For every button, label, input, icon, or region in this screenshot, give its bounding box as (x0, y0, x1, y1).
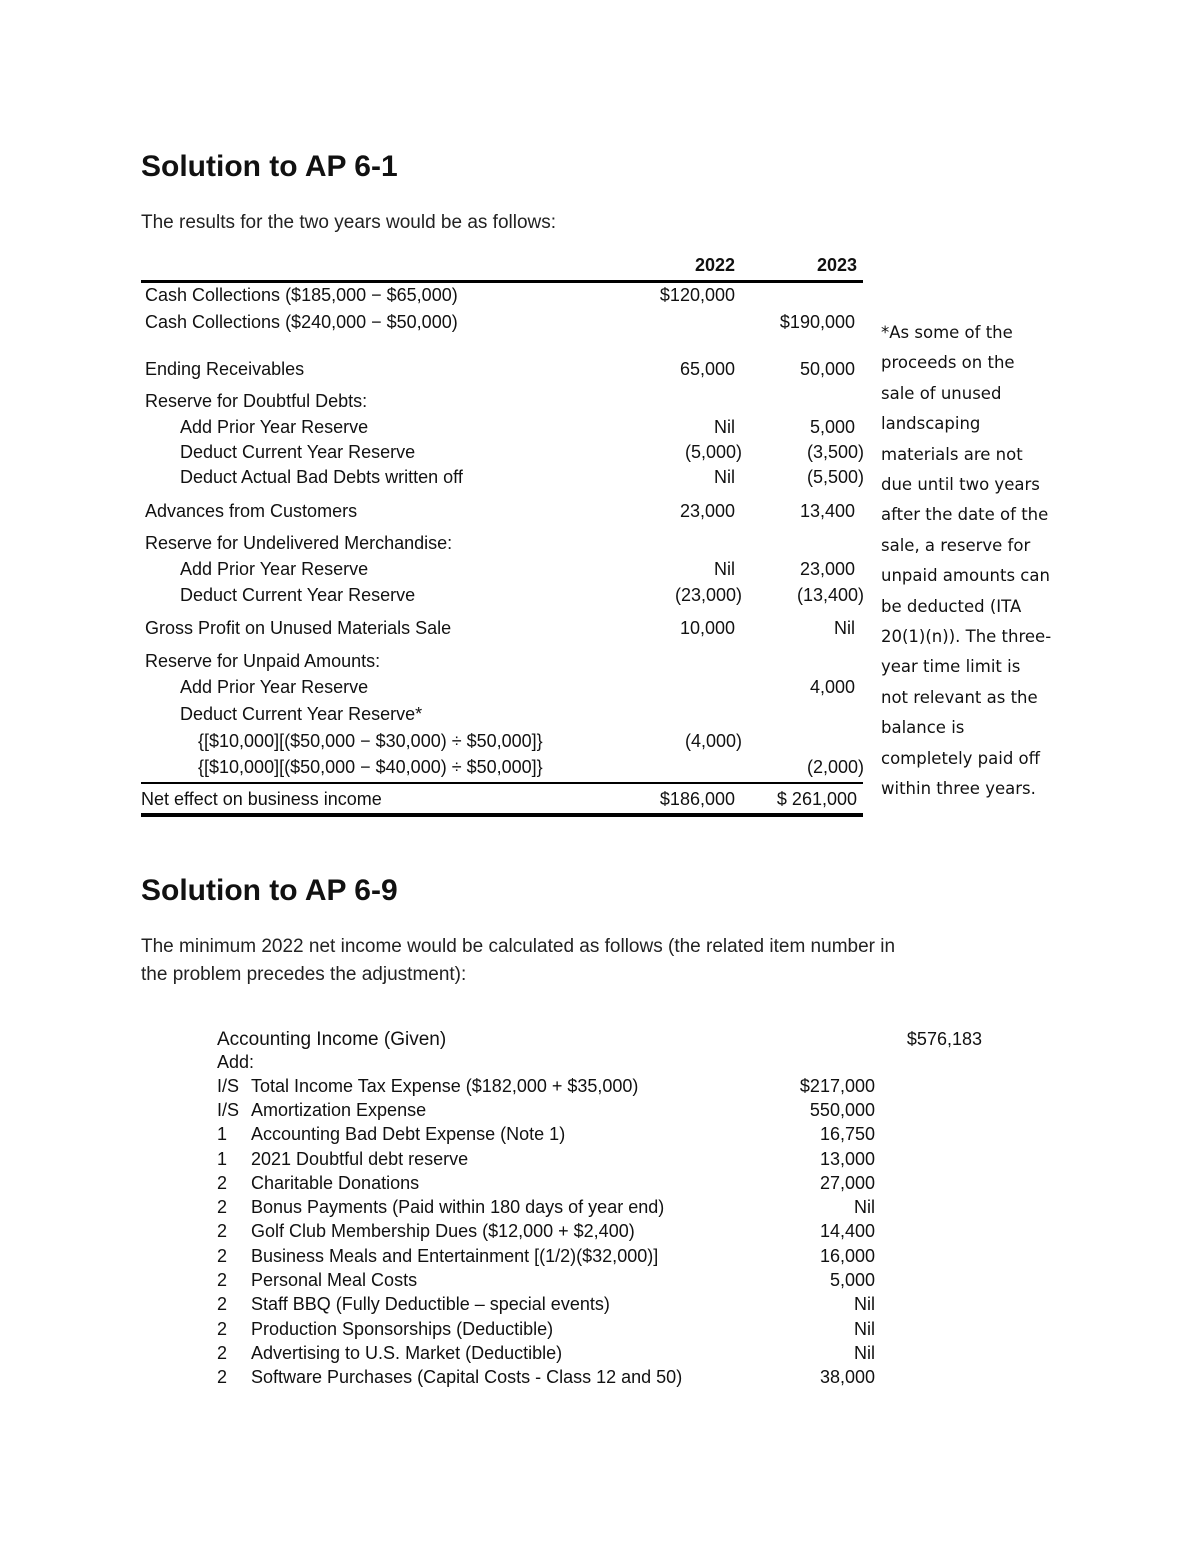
footnote-line: sale, a reserve for (881, 535, 1031, 555)
footnote-line: proceeds on the (881, 353, 1015, 373)
item-value: Nil (854, 1197, 875, 1217)
item-label: Staff BBQ (Fully Deductible – special events) (251, 1294, 610, 1314)
table-cell-2023: 5,000 (809, 417, 855, 437)
item-ref: 2 (217, 1367, 228, 1387)
item-ref: 1 (217, 1149, 228, 1169)
item-value: 13,000 (819, 1149, 875, 1169)
table-row-label: Deduct Current Year Reserve (180, 442, 416, 462)
table-cell-2023: (5,500) (806, 467, 864, 487)
footnote-line: unpaid amounts can (881, 566, 1050, 586)
item-ref: 1 (217, 1124, 228, 1144)
item-value: 16,000 (819, 1246, 875, 1266)
item-label: Production Sponsorships (Deductible) (251, 1319, 554, 1339)
item-label: Advertising to U.S. Market (Deductible) (251, 1343, 563, 1363)
table-row-label: Deduct Current Year Reserve (180, 585, 416, 605)
table-cell-2023: $190,000 (779, 312, 855, 332)
accounting-income-label: Accounting Income (Given) (217, 1029, 447, 1050)
table-row-label: Add Prior Year Reserve (180, 559, 369, 579)
table-cell-2023: (2,000) (806, 757, 864, 777)
item-ref: 2 (217, 1294, 228, 1314)
table-row-label: Reserve for Undelivered Merchandise: (145, 533, 453, 553)
footnote-line: *As some of the (881, 323, 1013, 342)
item-label: Personal Meal Costs (251, 1270, 418, 1290)
table-row-label: Cash Collections ($240,000 − $50,000) (145, 312, 458, 332)
item-ref: 2 (217, 1319, 228, 1339)
item-value: Nil (854, 1319, 875, 1339)
item-label: Software Purchases (Capital Costs - Class 12 and 50) (251, 1367, 683, 1387)
footnote-line: balance is (881, 718, 965, 738)
footnote-line: be deducted (ITA (881, 596, 1022, 616)
table-cell-2023: 4,000 (809, 677, 855, 697)
col-header-2022: 2022 (694, 255, 735, 275)
section1-intro: The results for the two years would be as follows: (141, 212, 557, 233)
item-value: Nil (854, 1343, 875, 1363)
total-2022: $186,000 (659, 789, 735, 809)
item-ref: 2 (217, 1173, 228, 1193)
col-header-2023: 2023 (816, 255, 857, 275)
footnote-line: within three years. (881, 779, 1036, 799)
item-label: Business Meals and Entertainment [(1/2)($32,000)] (251, 1246, 659, 1266)
table-row-label: Deduct Current Year Reserve* (180, 704, 423, 724)
header-rule (141, 280, 863, 283)
item-value: 38,000 (819, 1367, 875, 1387)
table-cell-2022: Nil (714, 467, 735, 487)
table-row-label: Deduct Actual Bad Debts written off (180, 467, 463, 487)
item-ref: 2 (217, 1197, 228, 1217)
reserve-footnote (881, 318, 1071, 805)
total-label: Net effect on business income (141, 789, 382, 809)
table-cell-2022: 10,000 (679, 618, 735, 638)
table-cell-2022: (4,000) (684, 731, 742, 751)
table-cell-2022: 65,000 (679, 359, 735, 379)
table-cell-2022: $120,000 (659, 285, 735, 305)
table-cell-2022: (5,000) (684, 442, 742, 462)
item-value: 16,750 (819, 1124, 875, 1144)
table-cell-2022: 23,000 (679, 501, 735, 521)
footnote-line: landscaping (881, 414, 981, 434)
item-ref: I/S (217, 1100, 240, 1120)
item-ref: 2 (217, 1221, 228, 1241)
table-cell-2023: (3,500) (806, 442, 864, 462)
total-bottom-rule (141, 813, 863, 817)
table-cell-2023: 23,000 (799, 559, 855, 579)
table-row-label: Add Prior Year Reserve (180, 677, 369, 697)
table-row-label: Reserve for Unpaid Amounts: (145, 651, 381, 671)
item-label: Amortization Expense (251, 1100, 427, 1120)
footnote-line: materials are not (881, 444, 1023, 464)
footnote-line: not relevant as the (881, 687, 1038, 707)
item-value: Nil (854, 1294, 875, 1314)
item-ref: I/S (217, 1076, 240, 1096)
table-row-label: Advances from Customers (145, 501, 358, 521)
table-row-label: Gross Profit on Unused Materials Sale (145, 618, 452, 638)
footnote-line: 20(1)(n)). The three- (881, 627, 1052, 647)
item-value: $217,000 (799, 1076, 875, 1096)
accounting-income-value: $576,183 (906, 1029, 982, 1049)
table-cell-2023: Nil (834, 618, 855, 638)
table-row-label: Add Prior Year Reserve (180, 417, 369, 437)
footnote-line: sale of unused (881, 383, 1002, 403)
table-row-label: {[$10,000][($50,000 − $40,000) ÷ $50,000]} (198, 757, 543, 777)
item-value: 550,000 (809, 1100, 875, 1120)
footnote-line: due until two years (881, 475, 1040, 495)
item-ref: 2 (217, 1246, 228, 1266)
table-cell-2023: 13,400 (799, 501, 855, 521)
total-top-rule (141, 782, 863, 784)
item-value: 27,000 (819, 1173, 875, 1193)
table-row-label: {[$10,000][($50,000 − $30,000) ÷ $50,000]} (198, 731, 543, 751)
section2-intro-line1: The minimum 2022 net income would be calculated as follows (the related item number in (141, 936, 896, 957)
table-cell-2023: (13,400) (796, 585, 864, 605)
item-label: 2021 Doubtful debt reserve (251, 1149, 469, 1169)
table-row-label: Reserve for Doubtful Debts: (145, 391, 368, 411)
add-label: Add: (217, 1052, 255, 1072)
section2-title: Solution to AP 6-9 (141, 874, 398, 907)
table-cell-2022: Nil (714, 559, 735, 579)
table-cell-2022: Nil (714, 417, 735, 437)
item-label: Total Income Tax Expense ($182,000 + $35,000) (251, 1076, 639, 1096)
footnote-line: completely paid off (881, 748, 1041, 768)
footnote-line: year time limit is (881, 657, 1021, 677)
table-row-label: Cash Collections ($185,000 − $65,000) (145, 285, 458, 305)
item-ref: 2 (217, 1270, 228, 1290)
total-2023: $ 261,000 (776, 789, 857, 809)
item-ref: 2 (217, 1343, 228, 1363)
item-label: Golf Club Membership Dues ($12,000 + $2,400) (251, 1221, 635, 1241)
section1-title: Solution to AP 6-1 (141, 150, 398, 183)
item-value: 14,400 (819, 1221, 875, 1241)
table-row-label: Ending Receivables (145, 359, 305, 379)
item-label: Charitable Donations (251, 1173, 420, 1193)
table-cell-2023: 50,000 (799, 359, 855, 379)
section2-intro-line2: the problem precedes the adjustment): (141, 964, 467, 985)
item-value: 5,000 (829, 1270, 875, 1290)
table-cell-2022: (23,000) (674, 585, 742, 605)
item-label: Bonus Payments (Paid within 180 days of year end) (251, 1197, 665, 1217)
footnote-line: after the date of the (881, 505, 1049, 525)
item-label: Accounting Bad Debt Expense (Note 1) (251, 1124, 566, 1144)
